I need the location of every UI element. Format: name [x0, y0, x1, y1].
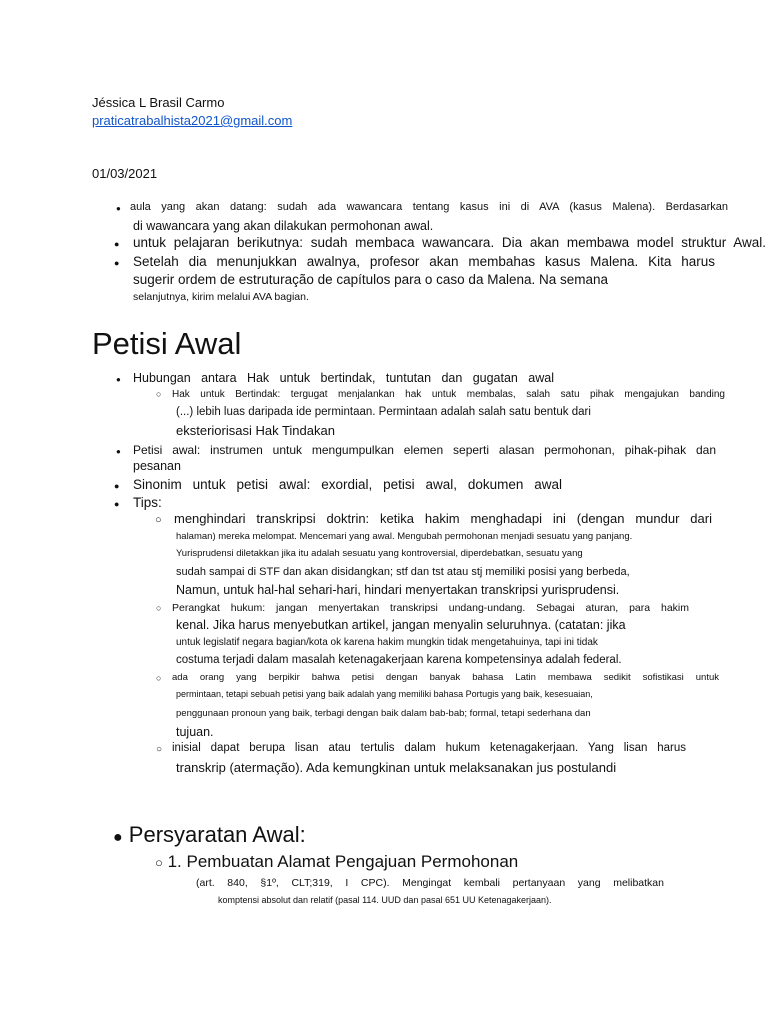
- tip-1-line-2: halaman) mereka melompat. Mencemari yang awal. Mengubah permohonan menjadi sesuatu yang panjang.: [176, 531, 633, 542]
- tip-1-line-5: Namun, untuk hal-hal sehari-hari, hindari menyertakan transkripsi yurisprudensi.: [176, 583, 620, 597]
- tip-3-line-1: ada orang yang berpikir bahwa petisi dengan banyak bahasa Latin membawa sedikit sofistikasi untuk: [172, 672, 719, 683]
- section-title-persyaratan-awal: [113, 822, 306, 848]
- sub-bullet-icon: ○: [156, 673, 162, 683]
- b1-text: Hubungan antara Hak untuk bertindak, tuntutan dan gugatan awal: [133, 371, 554, 385]
- b2-line-2: pesanan: [133, 459, 181, 473]
- tip-4-line-1: inisial dapat berupa lisan atau tertulis dalam hukum ketenagakerjaan. Yang lisan harus: [172, 742, 686, 754]
- note-3-line-1: Setelah dia menunjukkan awalnya, profesor akan membahas kasus Malena. Kita harus: [133, 254, 715, 269]
- bullet-icon: ●: [114, 239, 120, 249]
- email-link[interactable]: praticatrabalhista2021@gmail.com: [92, 113, 293, 128]
- tip-2-line-4: costuma terjadi dalam masalah ketenagakerjaan karena kompetensinya adalah federal.: [176, 654, 622, 666]
- tip-2-line-1: Perangkat hukum: jangan menyertakan transkripsi undang-undang. Sebagai aturan, para hakim: [172, 602, 689, 614]
- sub-bullet-icon: ○: [155, 855, 163, 870]
- requirement-item-1: [155, 852, 518, 872]
- requirement-item-1-title: 1. Pembuatan Alamat Pengajuan Permohonan: [167, 852, 519, 871]
- b1-sub-line-2: (...) lebih luas daripada ide permintaan. Permintaan adalah salah satu bentuk dari: [176, 406, 591, 418]
- note-1-line-2: di wawancara yang akan dilakukan permohonan awal.: [133, 219, 434, 233]
- note-3-line-2: sugerir ordem de estruturação de capítulos para o caso da Malena. Na semana: [133, 272, 609, 287]
- note-2: untuk pelajaran berikutnya: sudah membaca wawancara. Dia akan membawa model struktur Awal.: [133, 235, 766, 250]
- b2-line-1: Petisi awal: instrumen untuk mengumpulkan elemen seperti alasan permohonan, pihak-pihak dan: [133, 443, 716, 457]
- bullet-icon: ●: [116, 204, 121, 213]
- sub-bullet-icon: ○: [156, 603, 162, 613]
- author-name: Jéssica L Brasil Carmo: [92, 95, 225, 110]
- tip-2-line-2: kenal. Jika harus menyebutkan artikel, jangan menyalin seluruhnya. (catatan: jika: [176, 618, 626, 632]
- sub-bullet-icon: ○: [155, 514, 162, 526]
- b1-sub-line-1: Hak untuk Bertindak: tergugat menjalankan hak untuk membalas, salah satu pihak mengajukan banding: [172, 389, 725, 400]
- bullet-icon: ●: [116, 447, 121, 456]
- tip-4-line-2: transkrip (atermação). Ada kemungkinan untuk melaksanakan jus postulandi: [176, 760, 617, 775]
- bullet-icon: ●: [114, 481, 120, 491]
- bullet-icon: ●: [114, 258, 120, 268]
- bullet-icon: ●: [113, 829, 123, 846]
- tip-2-line-3: untuk legislatif negara bagian/kota ok karena hakim mungkin tidak mengetahuinya, tapi ini tidak: [176, 637, 598, 648]
- b3-text: Sinonim untuk petisi awal: exordial, petisi awal, dokumen awal: [133, 477, 562, 492]
- section-title-petisi-awal: Petisi Awal: [92, 326, 242, 361]
- requirement-item-1-line-2: komptensi absolut dan relatif (pasal 114. UUD dan pasal 651 UU Ketenagakerjaan).: [218, 895, 552, 905]
- sub-bullet-icon: ○: [156, 744, 163, 755]
- tip-1-line-1: menghindari transkripsi doktrin: ketika hakim menghadapi ini (dengan mundur dari: [174, 511, 712, 526]
- tip-1-line-4: sudah sampai di STF dan akan disidangkan; stf dan tst atau stj memiliki posisi yang berbeda,: [176, 566, 630, 578]
- note-1-line-1: aula yang akan datang: sudah ada wawancara tentang kasus ini di AVA (kasus Malena). Berdasarkan: [130, 201, 728, 213]
- note-3-line-3: selanjutnya, kirim melalui AVA bagian.: [133, 291, 309, 303]
- bullet-icon: ●: [114, 499, 120, 509]
- requirement-item-1-line-1: (art. 840, §1º, CLT;319, I CPC). Mengingat kembali pertanyaan yang melibatkan: [196, 877, 664, 889]
- b1-sub-line-3: eksteriorisasi Hak Tindakan: [176, 423, 335, 438]
- b4-text: Tips:: [133, 495, 162, 510]
- note-date: 01/03/2021: [92, 166, 158, 181]
- bullet-icon: ●: [116, 375, 121, 384]
- sub-bullet-icon: ○: [156, 389, 162, 399]
- tip-3-line-2: permintaan, tetapi sebuah petisi yang baik adalah yang memiliki bahasa Portugis yang baik, kesesuaian,: [176, 689, 593, 699]
- section-title-text: Persyaratan Awal:: [128, 822, 306, 847]
- tip-3-line-4: tujuan.: [176, 725, 214, 739]
- tip-3-line-3: penggunaan pronoun yang baik, terbagi dengan baik dalam bab-bab; formal, tetapi sederhana dan: [176, 708, 591, 719]
- tip-1-line-3: Yurisprudensi diletakkan jika itu adalah sesuatu yang kontroversial, diperdebatkan, sesuatu yang: [176, 548, 583, 559]
